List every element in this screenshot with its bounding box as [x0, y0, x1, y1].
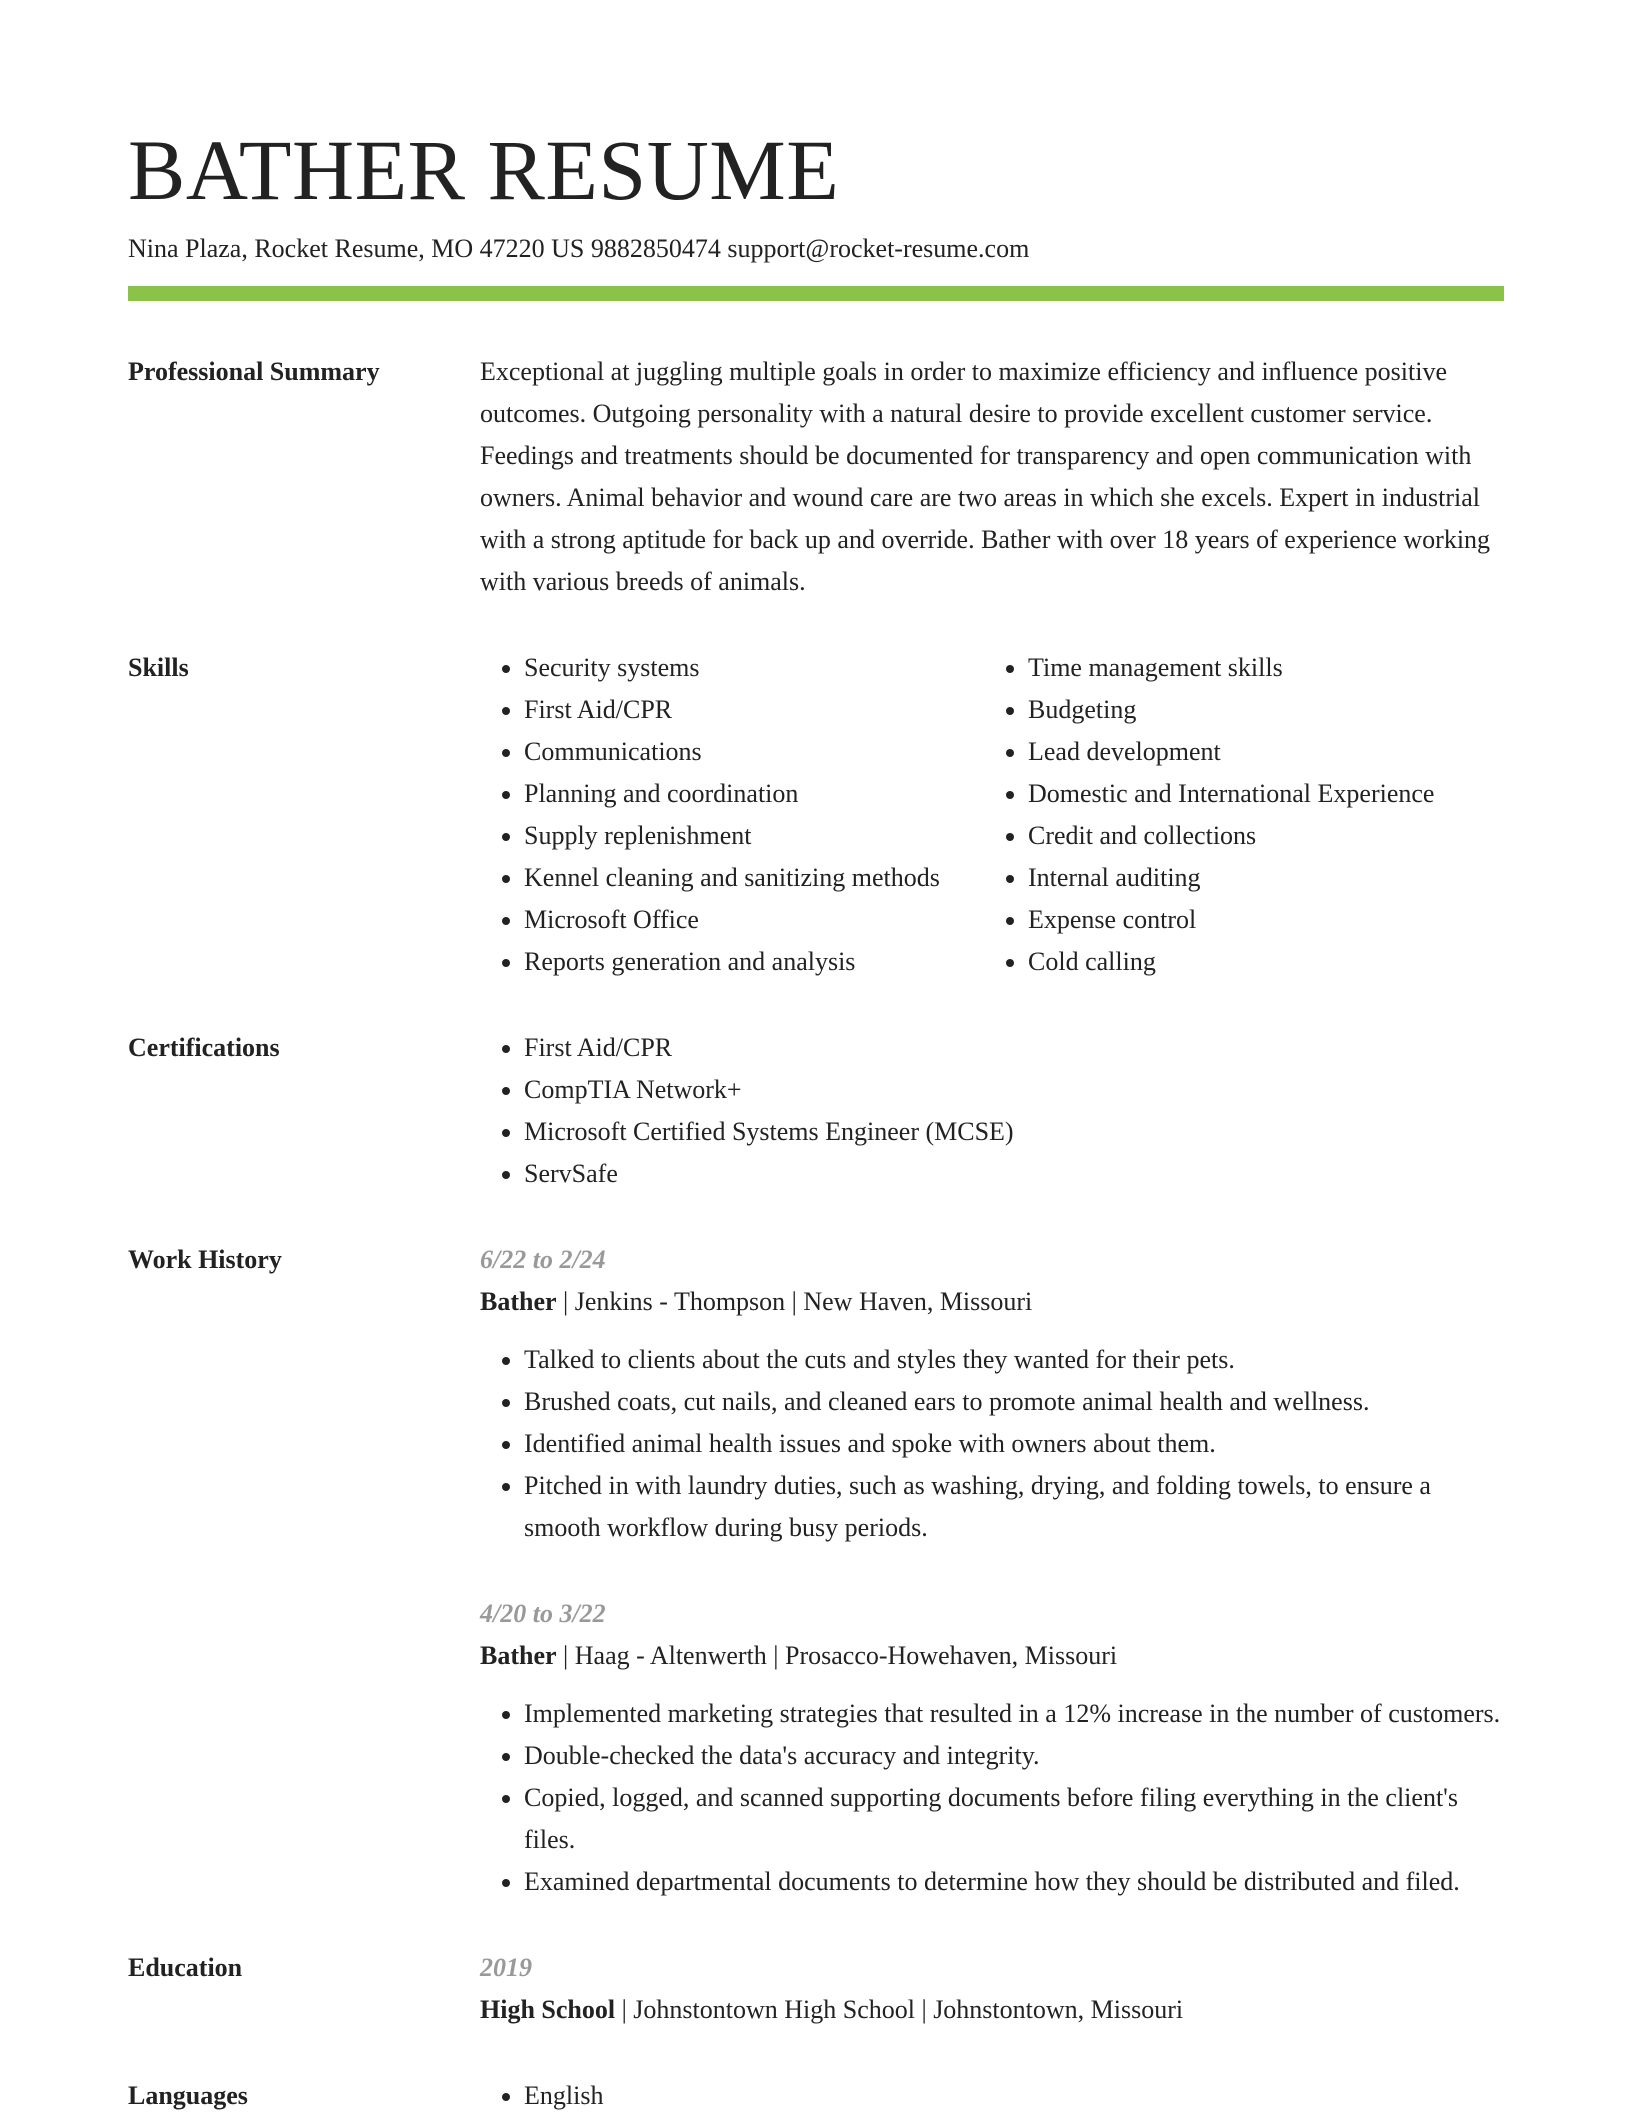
certification-item: • CompTIA Network+ — [524, 1069, 1504, 1111]
job-heading — [480, 1635, 1504, 1677]
skill-item: • Budgeting — [1028, 689, 1504, 731]
certification-item: • ServSafe — [524, 1153, 1504, 1195]
education-date: 2019 — [480, 1953, 532, 1982]
resume-title: BATHER RESUME — [128, 122, 840, 218]
job-bullet: • Double-checked the data's accuracy and integrity. — [524, 1735, 1504, 1777]
skill-item: • Credit and collections — [1028, 815, 1504, 857]
section-skills — [128, 647, 1504, 983]
skill-item: • Microsoft Office — [524, 899, 984, 941]
section-title-summary: Professional Summary — [128, 357, 380, 386]
job-bullet: • Pitched in with laundry duties, such as washing, drying, and folding towels, to ensure a smooth workflow during busy periods. — [524, 1465, 1504, 1549]
skill-item: • Security systems — [524, 647, 984, 689]
section-title-certifications: Certifications — [128, 1033, 280, 1062]
accent-divider — [128, 286, 1504, 301]
section-title-work-history: Work History — [128, 1245, 282, 1274]
certification-item: • First Aid/CPR — [524, 1027, 1504, 1069]
skill-item: • Internal auditing — [1028, 857, 1504, 899]
resume-page — [128, 120, 1504, 2117]
skill-item: • Reports generation and analysis — [524, 941, 984, 983]
job-dates: 6/22 to 2/24 — [480, 1245, 606, 1274]
certification-item: • Microsoft Certified Systems Engineer (MCSE) — [524, 1111, 1504, 1153]
section-title-languages: Languages — [128, 2081, 248, 2110]
education-heading — [480, 1989, 1504, 2031]
skill-item: • Lead development — [1028, 731, 1504, 773]
job-bullets — [480, 1693, 1504, 1903]
skill-item: • Domestic and International Experience — [1028, 773, 1504, 815]
education-degree: High School — [480, 1995, 616, 2024]
summary-text: Exceptional at juggling multiple goals in order to maximize efficiency and influence positive outcomes. Outgoing personality with a natural desire to provide excellent customer service. Feedings and treatments should be documented for transparency and open communication with owners. Animal behavior and wound care are two areas in which she excels. Expert in industrial with a strong aptitude for back up and override. Bather with over 18 years of experience working with various breeds of animals. — [480, 357, 1491, 596]
section-summary — [128, 351, 1504, 603]
job-title: Bather — [480, 1287, 557, 1316]
skills-column-1 — [480, 647, 984, 983]
job-heading — [480, 1281, 1504, 1323]
job-bullet: • Implemented marketing strategies that resulted in a 12% increase in the number of customers. — [524, 1693, 1504, 1735]
job-details: | Haag - Altenwerth | Prosacco-Howehaven, Missouri — [556, 1641, 1118, 1670]
job-details: | Jenkins - Thompson | New Haven, Missouri — [556, 1287, 1033, 1316]
skill-item: • Kennel cleaning and sanitizing methods — [524, 857, 984, 899]
section-education — [128, 1947, 1504, 2031]
education-details: | Johnstontown High School | Johnstontown, Missouri — [615, 1995, 1184, 2024]
skill-item: • Supply replenishment — [524, 815, 984, 857]
job-bullet: • Talked to clients about the cuts and styles they wanted for their pets. — [524, 1339, 1504, 1381]
job-bullet: • Copied, logged, and scanned supporting documents before filing everything in the client's files. — [524, 1777, 1504, 1861]
languages-list — [480, 2075, 1504, 2117]
skill-item: • Expense control — [1028, 899, 1504, 941]
job-dates: 4/20 to 3/22 — [480, 1599, 606, 1628]
certifications-list — [480, 1027, 1504, 1195]
skills-column-2 — [984, 647, 1504, 983]
job-entry — [480, 1593, 1504, 1903]
skill-item: • Cold calling — [1028, 941, 1504, 983]
skill-item: • First Aid/CPR — [524, 689, 984, 731]
language-item: • English — [524, 2075, 1504, 2117]
skill-item: • Time management skills — [1028, 647, 1504, 689]
job-bullet: • Identified animal health issues and spoke with owners about them. — [524, 1423, 1504, 1465]
job-entry — [480, 1239, 1504, 1549]
section-title-education: Education — [128, 1953, 243, 1982]
skill-item: • Communications — [524, 731, 984, 773]
contact-line: Nina Plaza, Rocket Resume, MO 47220 US 9882850474 support@rocket-resume.com — [128, 234, 1030, 263]
section-title-skills: Skills — [128, 653, 189, 682]
job-bullet: • Examined departmental documents to determine how they should be distributed and filed. — [524, 1861, 1504, 1903]
section-languages — [128, 2075, 1504, 2117]
section-work-history — [128, 1239, 1504, 1903]
job-bullets — [480, 1339, 1504, 1549]
skill-item: • Planning and coordination — [524, 773, 984, 815]
job-bullet: • Brushed coats, cut nails, and cleaned ears to promote animal health and wellness. — [524, 1381, 1504, 1423]
job-title: Bather — [480, 1641, 557, 1670]
section-certifications — [128, 1027, 1504, 1195]
